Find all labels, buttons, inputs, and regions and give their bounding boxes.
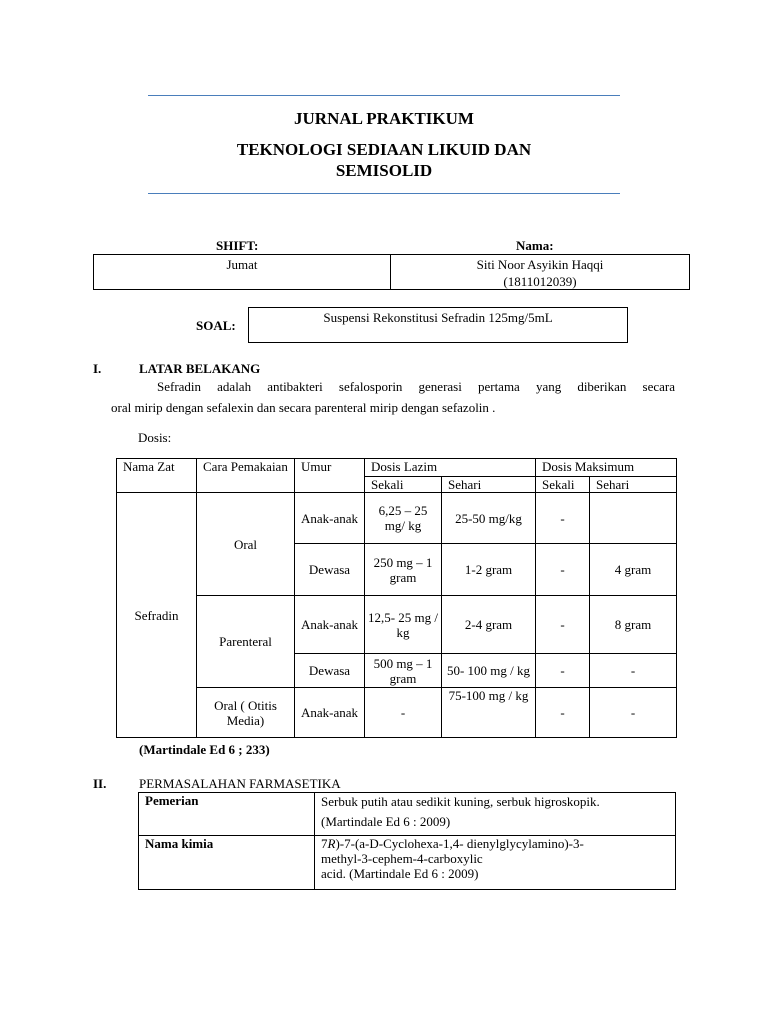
lazim-sekali-cell: 250 mg – 1 gram [365, 544, 442, 596]
lazim-sehari-cell: 25-50 mg/kg [442, 493, 536, 544]
section-1-number: I. [93, 361, 102, 376]
maks-sehari-cell [590, 493, 677, 544]
nama-kimia-rest: )-7-(a-D-Cyclohexa-1,4- dienylglycylamino)-3- [335, 836, 584, 851]
maks-sekali-cell: - [536, 493, 590, 544]
section-2-number: II. [93, 776, 107, 791]
maks-sehari-cell: 8 gram [590, 596, 677, 654]
header-lazim-sehari: Sehari [442, 477, 536, 493]
lazim-sehari-cell: 2-4 gram [442, 596, 536, 654]
pemerian-line-1: Serbuk putih atau sedikit kuning, serbuk higroskopik. [321, 794, 600, 809]
title-line-3: SEMISOLID [335, 161, 433, 180]
soal-label: SOAL: [196, 318, 236, 333]
route-parenteral: Parenteral [197, 596, 295, 688]
route-oral: Oral [197, 493, 295, 596]
umur-cell: Anak-anak [295, 596, 365, 654]
shift-value: Jumat [226, 257, 258, 272]
umur-cell: Dewasa [295, 544, 365, 596]
nama-kimia-prefix: 7 [321, 836, 328, 851]
lazim-sekali-cell: 500 mg – 1 gram [365, 654, 442, 688]
nama-kimia-italic: R [327, 836, 336, 851]
lazim-sekali-cell: 12,5- 25 mg / kg [365, 596, 442, 654]
lazim-sehari-cell: 1-2 gram [442, 544, 536, 596]
dosis-label: Dosis: [138, 430, 172, 445]
maks-sehari-cell: - [590, 654, 677, 688]
name-value: Siti Noor Asyikin Haqqi [476, 257, 604, 272]
soal-box [248, 307, 628, 343]
nama-kimia-line-1 [321, 836, 669, 851]
maks-sekali-cell: - [536, 596, 590, 654]
header-dosis-maksimum: Dosis Maksimum [536, 459, 677, 477]
lazim-sekali-cell: - [365, 688, 442, 738]
header-umur: Umur [295, 459, 365, 493]
maks-sekali-cell: - [536, 544, 590, 596]
header-lazim-sekali: Sekali [365, 477, 442, 493]
lazim-sehari-cell: 75-100 mg / kg [442, 688, 536, 738]
section-1-heading: LATAR BELAKANG [139, 361, 261, 376]
umur-cell: Anak-anak [295, 493, 365, 544]
top-divider [148, 95, 620, 96]
pemerian-value [315, 793, 676, 836]
lazim-sehari-cell: 50- 100 mg / kg [442, 654, 536, 688]
nama-kimia-line-2: methyl-3-cephem-4-carboxylic [321, 851, 483, 866]
drug-name-cell: Sefradin [117, 493, 197, 738]
pemerian-key: Pemerian [139, 793, 315, 836]
bottom-divider [148, 193, 620, 194]
soal-value: Suspensi Rekonstitusi Sefradin 125mg/5mL [323, 310, 553, 325]
section-1-para-line-1: Sefradin adalah antibakteri sefalosporin generasi pertama yang diberikan secara [157, 379, 675, 394]
pemerian-line-2: (Martindale Ed 6 : 2009) [321, 814, 451, 829]
nama-kimia-value [315, 836, 676, 890]
header-nama-zat: Nama Zat [117, 459, 197, 493]
dose-table [116, 458, 677, 738]
identity-box [93, 254, 690, 290]
header-cara-pemakaian: Cara Pemakaian [197, 459, 295, 493]
header-maks-sekali: Sekali [536, 477, 590, 493]
umur-cell: Anak-anak [295, 688, 365, 738]
header-dosis-lazim: Dosis Lazim [365, 459, 536, 477]
header-maks-sehari: Sehari [590, 477, 677, 493]
lazim-sekali-cell: 6,25 – 25 mg/ kg [365, 493, 442, 544]
nim-value: (1811012039) [503, 274, 577, 289]
route-oral-otitis-media: Oral ( Otitis Media) [197, 688, 295, 738]
nama-kimia-line-3: acid. (Martindale Ed 6 : 2009) [321, 866, 479, 881]
pharmaceutics-table [138, 792, 676, 890]
title-line-2: TEKNOLOGI SEDIAAN LIKUID DAN [236, 140, 532, 159]
maks-sehari-cell: 4 gram [590, 544, 677, 596]
maks-sehari-cell: - [590, 688, 677, 738]
section-2-heading: PERMASALAHAN FARMASETIKA [139, 776, 341, 791]
section-1-para-line-2: oral mirip dengan sefalexin dan secara parenteral mirip dengan sefazolin . [111, 400, 496, 415]
shift-label: SHIFT: [216, 238, 259, 253]
umur-cell: Dewasa [295, 654, 365, 688]
title-line-1: JURNAL PRAKTIKUM [294, 109, 474, 128]
maks-sekali-cell: - [536, 688, 590, 738]
nama-kimia-key: Nama kimia [139, 836, 315, 890]
maks-sekali-cell: - [536, 654, 590, 688]
dose-reference: (Martindale Ed 6 ; 233) [139, 742, 270, 757]
name-label: Nama: [516, 238, 554, 253]
